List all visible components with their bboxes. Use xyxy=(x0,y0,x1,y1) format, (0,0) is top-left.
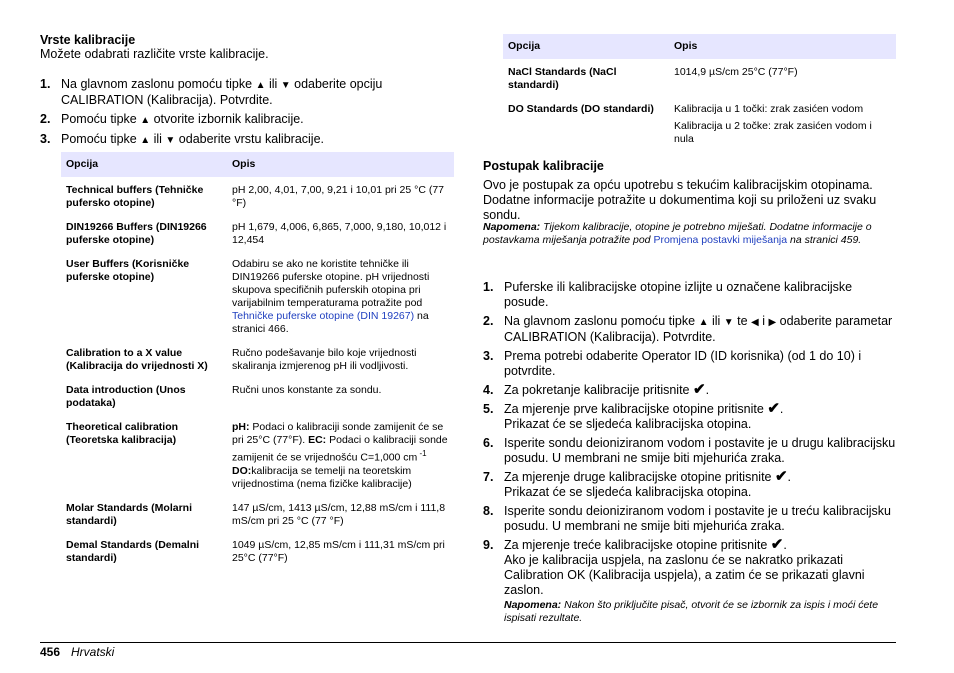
step-2: 2. Pomoću tipke ▲ otvorite izbornik kalibracije. xyxy=(40,112,304,126)
step-9: 9. Za mjerenje treće kalibracijske otopine pritisnite ✔. Ako je kalibracija uspjela, na zaslonu će se nakratko prikazati Calibration OK (Kalibracija uspjela), a zatim će se prikazati glavni zaslon. Napomena: Nakon što priključite pisač, otvorit će se izbornik za ispis i moći ćete ispisati rezultate. xyxy=(483,538,896,625)
table-row: Data introduction (Unos podataka) Ručni unos konstante za sondu. xyxy=(61,378,454,415)
down-arrow-key-icon: ▼ xyxy=(723,317,734,328)
calibration-types-table xyxy=(61,152,454,569)
step-7: 7. Za mjerenje druge kalibracijske otopine pritisnite ✔. Prikazat će se sljedeća kalibracijska otopina. xyxy=(483,468,792,499)
up-arrow-key-icon: ▲ xyxy=(140,115,151,126)
note-mixing: Napomena: Tijekom kalibracije, otopine je potrebno miješati. Dodatne informacije o postavkama miješanja potražite pod Promjena postavki miješanja na stranici 459. xyxy=(483,221,872,246)
note-printer: Napomena: Nakon što priključite pisač, otvorit će se izbornik za ispis i moći ćete ispisati rezultate. xyxy=(504,599,879,624)
page-number: 456 xyxy=(40,645,61,659)
checkmark-key-icon: ✔ xyxy=(767,400,780,417)
table-row: Calibration to a X value (Kalibracija do vrijednosti X) Ručno podešavanje bilo koje vrijednosti skaliranja izmjerenog pH ili vodljivosti. xyxy=(61,341,454,378)
down-arrow-key-icon: ▼ xyxy=(280,80,291,91)
section-heading-calibration-types: Vrste kalibracije xyxy=(40,33,136,47)
step-4: 4. Za pokretanje kalibracije pritisnite ✔. xyxy=(483,381,710,398)
page-footer xyxy=(40,642,896,659)
table-row: Demal Standards (Demalni standardi) 1049 µS/cm, 12,85 mS/cm i 111,31 mS/cm pri 25°C (77°F) xyxy=(61,532,454,569)
procedure-intro: Ovo je postupak za opću upotrebu s tekućim kalibracijskim otopinama. Dodatne informacije potražite u dokumentima koji su priloženi uz svaku sondu. xyxy=(483,178,877,222)
up-arrow-key-icon: ▲ xyxy=(698,317,709,328)
link-mixing-settings[interactable]: Promjena postavki miješanja xyxy=(653,234,788,246)
footer-language: Hrvatski xyxy=(71,645,115,659)
link-technical-buffers[interactable]: Tehničke puferske otopine (DIN 19267) xyxy=(232,310,415,322)
table-row: DIN19266 Buffers (DIN19266 puferske otopine) pH 1,679, 4,006, 6,865, 7,000, 9,180, 10,012 i 12,454 xyxy=(61,215,454,252)
down-arrow-key-icon: ▼ xyxy=(165,135,176,146)
left-steps xyxy=(40,77,454,148)
section-heading-calibration-procedure: Postupak kalibracije xyxy=(483,159,604,173)
right-arrow-key-icon: ▶ xyxy=(768,317,777,328)
step-1: 1. Puferske ili kalibracijske otopine izlijte u označene kalibracijske posude. xyxy=(483,280,853,309)
checkmark-key-icon: ✔ xyxy=(774,468,788,485)
procedure-steps xyxy=(483,280,896,625)
step-6: 6. Isperite sondu deioniziranom vodom i postavite je u drugu kalibracijsku posudu. U membrani ne smije biti mjehurića zraka. xyxy=(483,436,896,465)
checkmark-key-icon: ✔ xyxy=(770,536,784,553)
table-row: NaCl Standards (NaCl standardi) 1014,9 µS/cm 25°C (77°F) xyxy=(503,60,896,97)
checkmark-key-icon: ✔ xyxy=(692,381,706,398)
step-3: 3. Prema potrebi odaberite Operator ID (ID korisnika) (od 1 do 10) i potvrdite. xyxy=(483,349,862,378)
section-intro: Možete odabrati različite vrste kalibracije. xyxy=(40,47,269,61)
table-header-row: Opcija Opis xyxy=(503,34,896,60)
step-2: 2. Na glavnom zaslonu pomoću tipke ▲ ili ▼ te ◀ i ▶ odaberite parametar CALIBRATION (Kalibracija). Potvrdite. xyxy=(483,314,893,344)
table-row: User Buffers (Korisničke puferske otopine) Odabiru se ako ne koristite tehničke ili DIN19266 puferske otopine. pH vrijednosti skupova specifičnih puferskih otopina pri varijabilnim temperaturama potražite pod Tehničke puferske otopine (DIN 19267) na stranici 466. xyxy=(61,252,454,341)
table-row: Theoretical calibration (Teoretska kalibracija) pH: Podaci o kalibraciji sonde zamijenit će se pri 25°C (77°F). EC: Podaci o kalibraciji sonde zamijenit će se vrijednošću C=1,000 cm $^{-1}$ DO:kalibracija se temelji na teoretskim vrijednostima (nema fizičke kalibracije) xyxy=(61,415,454,496)
step-5: 5. Za mjerenje prve kalibracijske otopine pritisnite ✔. Prikazat će se sljedeća kalibracijska otopina. xyxy=(483,400,784,431)
step-1: 1. Na glavnom zaslonu pomoću tipke ▲ ili ▼ odaberite opciju CALIBRATION (Kalibracija). Potvrdite. xyxy=(40,77,383,107)
table-row: Technical buffers (Tehničke pufersko otopine) pH 2,00, 4,01, 7,00, 9,21 i 10,01 pri 25 °C (77 °F) xyxy=(61,178,454,215)
table-header-row: Opcija Opis xyxy=(61,152,454,178)
up-arrow-key-icon: ▲ xyxy=(255,80,266,91)
standards-table xyxy=(503,34,896,150)
step-3: 3. Pomoću tipke ▲ ili ▼ odaberite vrstu kalibracije. xyxy=(40,132,324,146)
step-8: 8. Isperite sondu deioniziranom vodom i postavite je u treću kalibracijsku posudu. U membrani ne smije biti mjehurića zraka. xyxy=(483,504,891,533)
table-row: Molar Standards (Molarni standardi) 147 µS/cm, 1413 µS/cm, 12,88 mS/cm i 111,8 mS/cm pri 25 °C (77 °F) xyxy=(61,495,454,532)
up-arrow-key-icon: ▲ xyxy=(140,135,151,146)
left-arrow-key-icon: ◀ xyxy=(751,317,759,328)
table-row: DO Standards (DO standardi) Kalibracija u 1 točki: zrak zasićen vodom Kalibracija u 2 točke: zrak zasićen vodom i nula xyxy=(503,97,896,151)
